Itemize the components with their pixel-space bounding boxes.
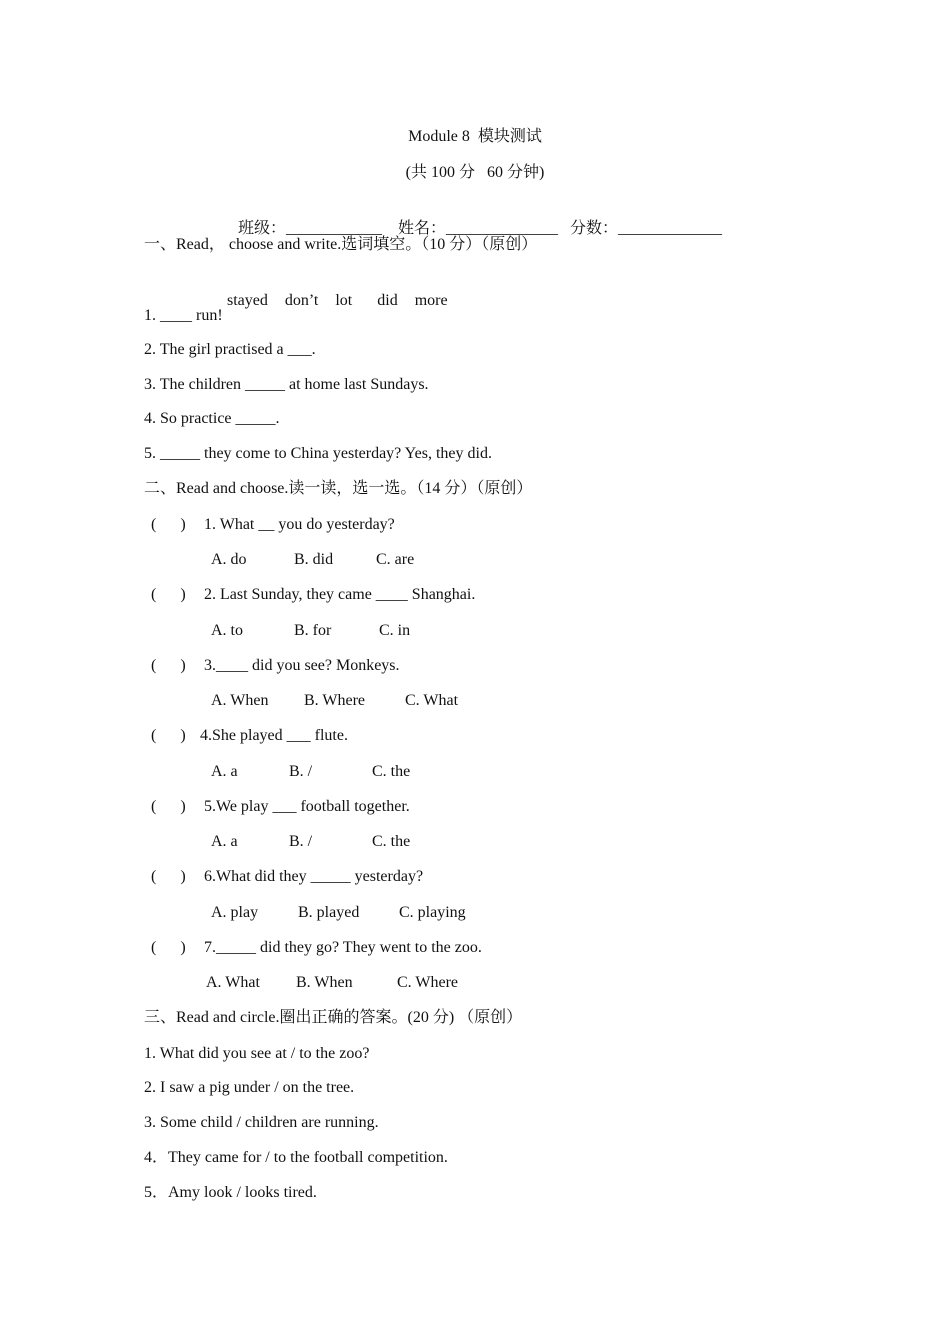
question-text: 2. Last Sunday, they came ____ Shanghai. xyxy=(204,586,476,603)
word-bank-item: did xyxy=(377,292,398,309)
question-text: 4.She played ___ flute. xyxy=(200,727,348,744)
option: C. the xyxy=(372,763,411,780)
question-text: 5.We play ___ football together. xyxy=(204,798,410,815)
option: A. a xyxy=(211,763,238,780)
class-label: 班级： xyxy=(238,220,287,237)
score-blank: _____________ xyxy=(618,220,723,237)
section1-item: 2. The girl practised a ___. xyxy=(144,341,316,358)
section1-item: 1. ____ run! xyxy=(144,307,223,324)
option: C. in xyxy=(379,622,411,639)
option: C. the xyxy=(372,833,411,850)
choice-options xyxy=(211,621,410,641)
question-text: 3.____ did you see? Monkeys. xyxy=(204,657,400,674)
choice-options xyxy=(211,550,414,570)
option: A. What xyxy=(206,974,260,991)
word-bank-item: lot xyxy=(335,292,353,309)
option: B. played xyxy=(298,904,360,921)
option: A. do xyxy=(211,551,247,568)
answer-paren: ( ) xyxy=(151,868,186,885)
option: B. / xyxy=(289,833,313,850)
answer-paren: ( ) xyxy=(151,727,186,744)
choice-question xyxy=(151,797,410,817)
choice-question xyxy=(151,726,348,746)
choice-question xyxy=(151,585,475,605)
option: B. Where xyxy=(304,692,366,709)
choice-options xyxy=(211,903,466,923)
answer-paren: ( ) xyxy=(151,939,186,956)
choice-question xyxy=(151,656,400,676)
answer-paren: ( ) xyxy=(151,657,186,674)
option: C. Where xyxy=(397,974,459,991)
section3-item: 1. What did you see at / to the zoo? xyxy=(144,1045,370,1062)
score-label: 分数： xyxy=(570,220,619,237)
option: C. playing xyxy=(399,904,466,921)
name-blank: ______________ xyxy=(446,220,559,237)
section3-item: 2. I saw a pig under / on the tree. xyxy=(144,1079,355,1096)
word-bank-item: more xyxy=(414,292,448,309)
option: B. / xyxy=(289,763,313,780)
section1-item: 4. So practice _____. xyxy=(144,410,280,427)
section3-item: 5．Amy look / looks tired. xyxy=(144,1184,317,1201)
choice-options xyxy=(211,762,410,782)
section3-heading: 三、Read and circle.圈出正确的答案。(20 分) （原创） xyxy=(144,1009,523,1026)
choice-options xyxy=(206,973,458,993)
option: B. for xyxy=(294,622,332,639)
question-text: 7._____ did they go? They went to the zoo. xyxy=(204,939,482,956)
option: C. What xyxy=(405,692,459,709)
class-blank: ____________ xyxy=(286,220,383,237)
choice-options xyxy=(211,832,410,852)
choice-options xyxy=(211,691,458,711)
option: A. to xyxy=(211,622,243,639)
option: B. When xyxy=(296,974,353,991)
answer-paren: ( ) xyxy=(151,798,186,815)
page-title: Module 8 模块测试 xyxy=(408,128,542,145)
name-label: 姓名： xyxy=(398,220,447,237)
option: C. are xyxy=(376,551,415,568)
section2-heading: 二、Read and choose.读一读，选一选。（14 分）（原创） xyxy=(144,480,533,497)
option: A. When xyxy=(211,692,269,709)
word-bank-item: don’t xyxy=(284,292,319,309)
word-bank xyxy=(211,271,465,331)
word-bank-item: stayed xyxy=(227,292,268,309)
option: A. a xyxy=(211,833,238,850)
option: A. play xyxy=(211,904,259,921)
page-subtitle: (共 100 分 60 分钟) xyxy=(405,164,545,181)
section1-item: 3. The children _____ at home last Sundays. xyxy=(144,376,429,393)
answer-paren: ( ) xyxy=(151,516,186,533)
choice-question xyxy=(151,515,395,535)
section3-item: 4．They came for / to the football competition. xyxy=(144,1149,448,1166)
choice-question xyxy=(151,938,482,958)
question-text: 1. What __ you do yesterday? xyxy=(204,516,395,533)
section3-item: 3. Some child / children are running. xyxy=(144,1114,379,1131)
answer-paren: ( ) xyxy=(151,586,186,603)
question-text: 6.What did they _____ yesterday? xyxy=(204,868,424,885)
choice-question xyxy=(151,867,423,887)
section1-heading: 一、Read， choose and write.选词填空。（10 分）（原创） xyxy=(144,236,538,253)
option: B. did xyxy=(294,551,334,568)
section1-item: 5. _____ they come to China yesterday? Yes, they did. xyxy=(144,445,492,462)
